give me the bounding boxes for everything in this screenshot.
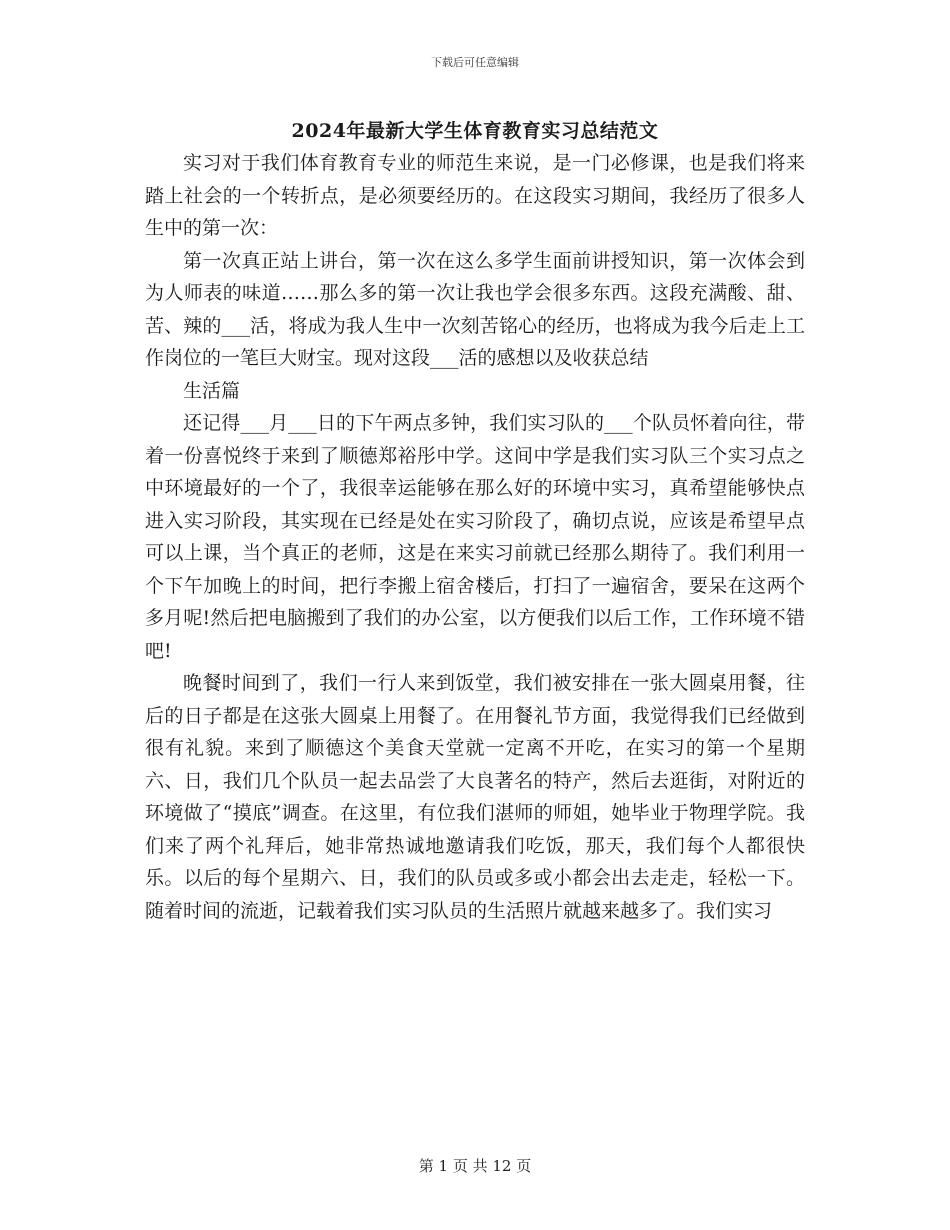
page-header-note: 下载后可任意编辑 (431, 56, 519, 69)
document-body (145, 147, 805, 927)
paragraph-arrival: 还记得___月___日的下午两点多钟，我们实习队的___个队员怀着向往，带着一份喜悦终于来到了顺德郑裕彤中学。这间中学是我们实习队三个实习点之中环境最好的一个了，我很幸运能够在那么好的环境中实习，真希望能够快点进入实习阶段，其实现在已经是处在实习阶段了，确切点说，应该是希望早点可以上课，当个真正的老师，这是在来实习前就已经那么期待了。我们利用一个下午加晚上的时间，把行李搬上宿舍楼后，打扫了一遍宿舍，要呆在这两个多月呢!然后把电脑搬到了我们的办公室，以方便我们以后工作，工作环境不错吧! (145, 412, 805, 662)
section-heading-life: 生活篇 (183, 379, 241, 402)
page-number-footer: 第 1 页 共 12 页 (418, 1157, 532, 1175)
document-title: 2024年最新大学生体育教育实习总结范文 (291, 120, 659, 142)
paragraph-intro: 实习对于我们体育教育专业的师范生来说，是一门必修课，也是我们将来踏上社会的一个转折点，是必须要经历的。在这段实习期间，我经历了很多人生中的第一次： (145, 152, 805, 239)
paragraph-firsts: 第一次真正站上讲台，第一次在这么多学生面前讲授知识，第一次体会到为人师表的味道……那么多的第一次让我也学会很多东西。这段充满酸、甜、苦、辣的___活，将成为我人生中一次刻苦铭心的经历，也将成为我今后走上工作岗位的一笔巨大财宝。现对这段___活的感想以及收获总结 (145, 249, 805, 369)
paragraph-dinner: 晚餐时间到了，我们一行人来到饭堂，我们被安排在一张大圆桌用餐，往后的日子都是在这张大圆桌上用餐了。在用餐礼节方面，我觉得我们已经做到很有礼貌。来到了顺德这个美食天堂就一定离不开吃，在实习的第一个星期六、日，我们几个队员一起去品尝了大良著名的特产，然后去逛街，对附近的环境做了“摸底”调查。在这里，有位我们湛师的师姐，她毕业于物理学院。我们来了两个礼拜后，她非常热诚地邀请我们吃饭，那天，我们每个人都很快乐。以后的每个星期六、日，我们的队员或多或小都会出去走走，轻松一下。随着时间的流逝，记载着我们实习队员的生活照片就越来越多了。我们实习 (145, 672, 805, 922)
